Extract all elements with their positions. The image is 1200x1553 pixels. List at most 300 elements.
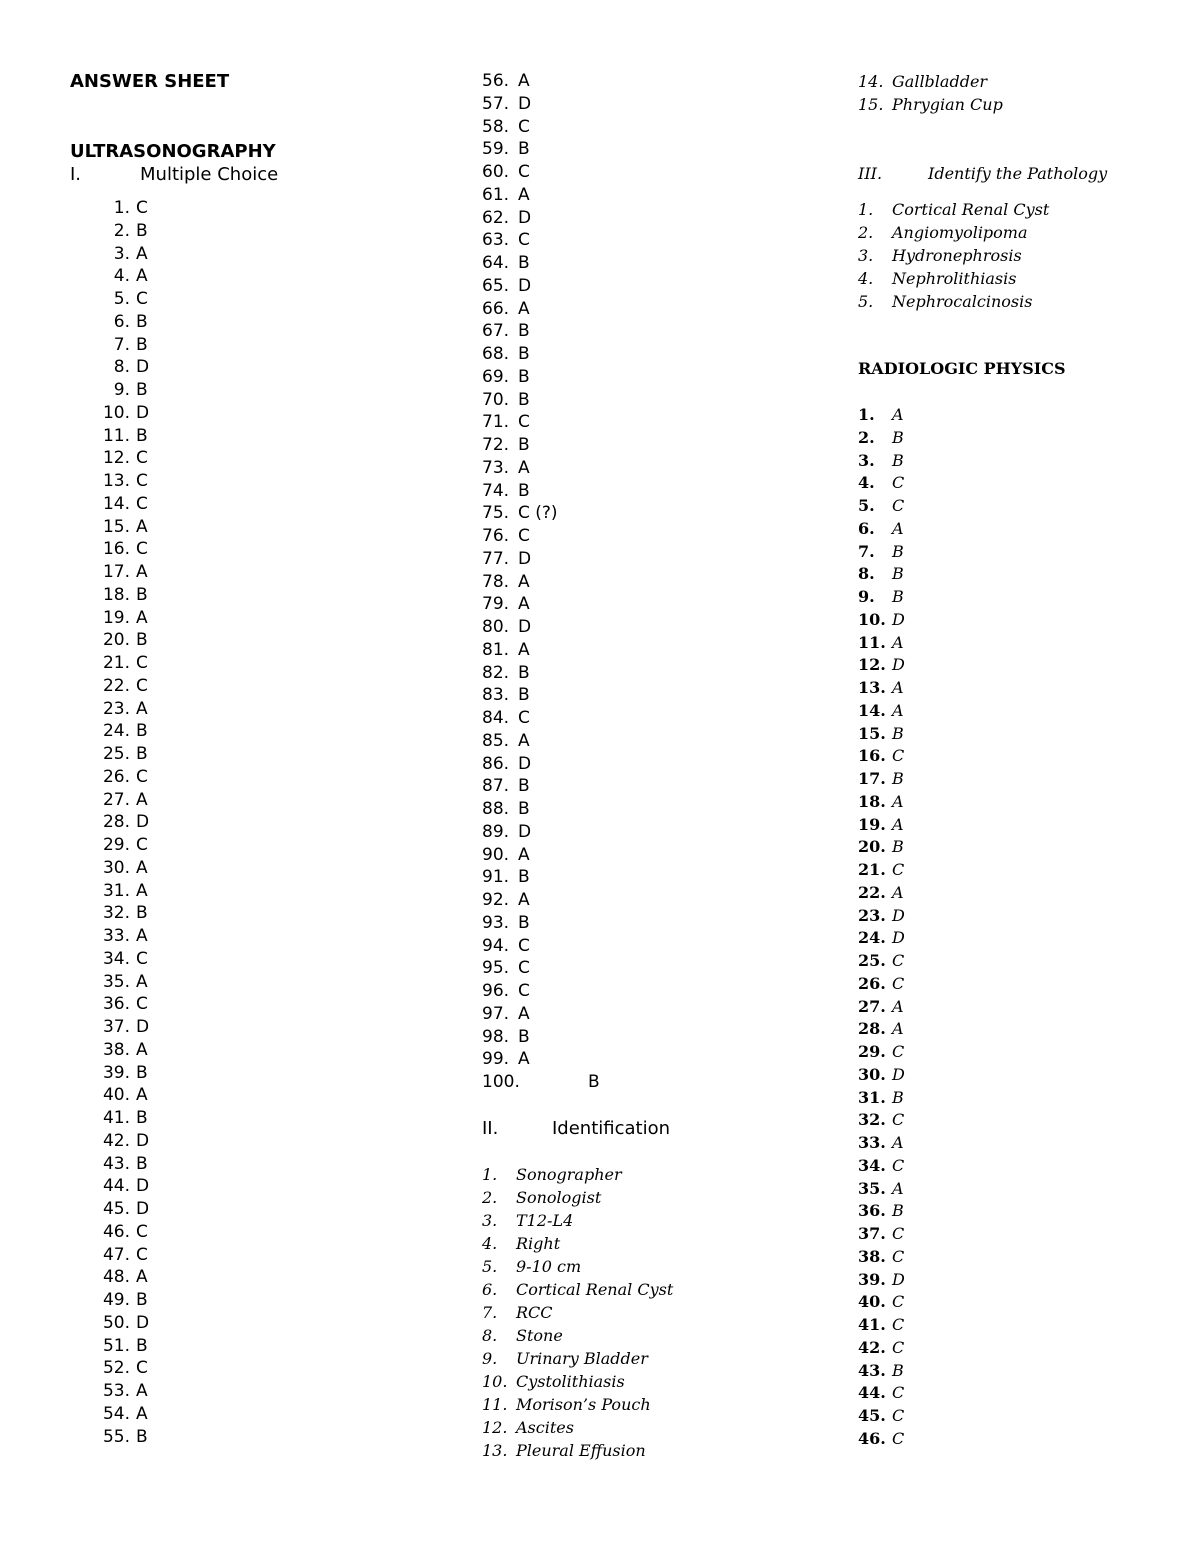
item-answer: A <box>136 562 148 582</box>
mc-answer-row <box>70 698 450 721</box>
physics-answer-row <box>858 768 1178 791</box>
item-answer: A <box>892 1019 904 1039</box>
item-number: 3. <box>482 1210 498 1230</box>
pathology-row <box>858 244 1178 267</box>
item-answer: D <box>518 821 532 842</box>
mc-answer-row <box>70 1175 450 1198</box>
item-answer: B <box>892 1201 904 1221</box>
item-number: 12. <box>482 1417 508 1437</box>
item-number: 51. <box>102 1335 130 1356</box>
physics-answer-row <box>858 1428 1178 1451</box>
item-number: 23. <box>858 905 886 925</box>
item-number: 29. <box>858 1042 886 1061</box>
item-answer: T12-L4 <box>516 1210 574 1230</box>
section-i-heading <box>70 163 450 186</box>
mc-answer-row <box>70 766 450 789</box>
item-number: 98. <box>482 1026 510 1047</box>
item-answer: A <box>136 789 148 810</box>
mc-answer-row <box>70 1062 450 1085</box>
item-number: 5. <box>858 496 875 515</box>
mc-answer-row <box>70 311 450 334</box>
item-answer: C <box>136 1358 148 1379</box>
item-answer: C <box>892 1406 905 1425</box>
item-answer: A <box>136 1403 148 1424</box>
physics-answer-row <box>858 927 1178 950</box>
item-number: 54. <box>102 1403 130 1424</box>
mc-answer-row <box>70 220 450 243</box>
item-number: 42. <box>858 1337 886 1357</box>
item-answer: D <box>892 609 905 629</box>
mc-answer-row <box>482 730 822 753</box>
item-number: 2. <box>858 427 875 447</box>
item-answer: A <box>518 594 530 615</box>
mc-answer-row <box>70 1426 450 1449</box>
item-answer: Nephrocalcinosis <box>892 292 1033 311</box>
item-number: 2. <box>482 1187 498 1207</box>
mc-answer-row <box>482 912 822 935</box>
item-answer: B <box>518 867 530 888</box>
item-number: 12. <box>858 655 886 675</box>
item-number: 30. <box>858 1064 886 1084</box>
item-number: 4. <box>113 266 130 287</box>
item-answer: A <box>518 730 530 751</box>
item-number: 61. <box>482 184 510 205</box>
item-number: 4. <box>858 269 874 288</box>
item-answer: D <box>892 905 905 925</box>
item-number: 11. <box>482 1394 508 1414</box>
physics-answer-row <box>858 1018 1178 1041</box>
item-number: 1. <box>113 198 130 218</box>
item-number: 42. <box>102 1130 130 1151</box>
mc-answer-row <box>70 789 450 812</box>
item-number: 55. <box>102 1426 130 1447</box>
item-number: 17. <box>102 562 130 582</box>
item-answer: D <box>136 1176 150 1197</box>
item-number: 8. <box>482 1325 498 1345</box>
item-number: 43. <box>102 1153 130 1174</box>
item-number: 3. <box>113 243 130 264</box>
physics-answer-row <box>858 1041 1178 1064</box>
item-number: 45. <box>858 1406 886 1425</box>
mc-answer-row <box>70 584 450 607</box>
mc-answer-row <box>70 880 450 903</box>
mc-answer-row <box>482 434 822 457</box>
item-number: 96. <box>482 981 510 1001</box>
physics-answer-row <box>858 1155 1178 1178</box>
physics-answer-row <box>858 1064 1178 1087</box>
item-number: 71. <box>482 412 510 433</box>
item-number: 14. <box>102 493 130 514</box>
item-number: 39. <box>102 1062 130 1083</box>
item-answer: C <box>136 653 148 673</box>
item-number: 68. <box>482 344 510 364</box>
physics-answer-row <box>858 882 1178 905</box>
item-number: 97. <box>482 1003 510 1024</box>
mc-answer-row <box>482 980 822 1003</box>
physics-answer-row <box>858 586 1178 609</box>
item-answer: B <box>136 721 148 742</box>
item-answer: C <box>136 448 148 469</box>
mc-answer-row <box>70 1039 450 1062</box>
mc-answer-row <box>70 1289 450 1312</box>
item-number: 90. <box>482 844 510 865</box>
item-answer: B <box>892 450 904 470</box>
identification-row <box>482 1186 822 1209</box>
mc-answer-row <box>70 561 450 584</box>
item-answer: C <box>892 746 905 766</box>
item-answer: A <box>518 639 530 660</box>
physics-answer-row <box>858 1337 1178 1360</box>
item-number: 10. <box>482 1371 508 1391</box>
item-number: 28. <box>858 1019 886 1039</box>
mc-answer-row <box>70 971 450 994</box>
item-answer: B <box>136 334 148 355</box>
mc-answer-row <box>482 798 822 821</box>
item-number: 46. <box>858 1428 886 1448</box>
mc-answer-row <box>482 1048 822 1071</box>
mc-answer-row <box>70 243 450 266</box>
mc-answer-row <box>70 1130 450 1153</box>
item-answer: A <box>892 1133 904 1152</box>
item-number: 20. <box>102 630 130 651</box>
multiple-choice-list-part1 <box>70 197 450 1448</box>
item-number: 75. <box>482 503 510 524</box>
item-number: 33. <box>858 1133 886 1152</box>
identification-row <box>482 1255 822 1278</box>
identification-row <box>482 1232 822 1255</box>
item-number: 69. <box>482 366 510 387</box>
item-number: 37. <box>858 1224 886 1243</box>
item-number: 8. <box>858 564 875 584</box>
item-number: 40. <box>102 1085 130 1106</box>
identification-row <box>482 1439 822 1462</box>
physics-answer-row <box>858 1382 1178 1405</box>
item-answer: Right <box>516 1233 561 1253</box>
item-answer: A <box>136 243 148 264</box>
identification-row <box>858 70 1178 93</box>
item-answer: B <box>892 723 904 743</box>
mc-answer-row <box>70 811 450 834</box>
mc-answer-row <box>482 93 822 116</box>
mc-answer-row <box>70 1221 450 1244</box>
identification-row <box>482 1347 822 1370</box>
item-number: 1. <box>858 405 875 424</box>
item-answer: A <box>518 571 530 592</box>
item-number: 11. <box>102 425 130 446</box>
item-answer: A <box>518 298 530 319</box>
item-number: 11. <box>858 632 886 652</box>
mc-answer-row <box>482 161 822 184</box>
item-number: 35. <box>102 971 130 992</box>
item-number: 100. <box>482 1072 520 1092</box>
mc-answer-row <box>482 457 822 480</box>
item-answer: A <box>892 882 904 902</box>
identification-list-part2 <box>858 70 1178 116</box>
mc-answer-row <box>70 402 450 425</box>
physics-answer-row <box>858 654 1178 677</box>
mc-answer-row <box>482 343 822 366</box>
item-answer: RCC <box>516 1302 553 1322</box>
item-number: 4. <box>482 1233 498 1253</box>
identification-row <box>858 93 1178 116</box>
item-answer: B <box>136 744 148 764</box>
physics-answer-row <box>858 859 1178 882</box>
item-answer: C <box>892 1315 905 1334</box>
item-answer: C <box>136 835 148 855</box>
item-number: 26. <box>858 973 886 993</box>
item-answer: B <box>518 799 530 819</box>
mc-answer-row <box>482 684 822 707</box>
physics-answer-row <box>858 1405 1178 1428</box>
item-number: 3. <box>858 246 874 265</box>
item-answer: B <box>518 366 530 387</box>
mc-answer-row <box>482 866 822 889</box>
item-number: 83. <box>482 685 510 706</box>
physics-answer-row <box>858 1132 1178 1155</box>
mc-answer-row <box>70 1312 450 1335</box>
item-answer: A <box>518 1049 530 1070</box>
item-answer: D <box>136 357 150 378</box>
item-answer: Cortical Renal Cyst <box>516 1279 674 1299</box>
mc-answer-row <box>70 629 450 652</box>
identification-row <box>482 1393 822 1416</box>
item-number: 35. <box>858 1178 886 1198</box>
item-number: 79. <box>482 594 510 615</box>
item-number: 16. <box>102 539 130 560</box>
item-number: 28. <box>102 812 130 833</box>
item-number: 48. <box>102 1267 130 1288</box>
item-answer: C <box>518 958 530 979</box>
item-answer: Gallbladder <box>892 72 988 91</box>
mc-answer-row <box>70 1084 450 1107</box>
item-answer: B <box>518 776 530 797</box>
mc-answer-row <box>482 411 822 434</box>
item-number: 38. <box>858 1246 886 1266</box>
item-number: 32. <box>858 1110 886 1130</box>
physics-answer-row <box>858 450 1178 473</box>
physics-answer-row <box>858 677 1178 700</box>
sheet-heading: ANSWER SHEET <box>70 71 230 92</box>
physics-answer-row <box>858 609 1178 632</box>
item-number: 85. <box>482 730 510 751</box>
mc-answer-row <box>70 493 450 516</box>
item-answer: C <box>892 951 905 970</box>
item-answer: C <box>136 471 148 491</box>
item-answer: C <box>892 1383 905 1403</box>
mc-answer-row <box>482 593 822 616</box>
item-number: 23. <box>102 698 130 719</box>
pathology-row <box>858 290 1178 313</box>
mc-answer-row <box>70 197 450 220</box>
item-number: 89. <box>482 821 510 842</box>
item-answer: C <box>136 675 148 696</box>
physics-answer-row <box>858 905 1178 928</box>
item-number: 67. <box>482 321 510 342</box>
item-answer: A <box>136 857 148 878</box>
mc-answer-row <box>482 753 822 776</box>
item-answer: C <box>892 1224 905 1243</box>
item-answer: A <box>518 890 530 910</box>
physics-answer-row <box>858 495 1178 518</box>
item-number: 14. <box>858 700 886 720</box>
spacer <box>858 380 1178 404</box>
item-number: 18. <box>858 791 886 811</box>
item-number: 37. <box>102 1017 130 1037</box>
item-number: 13. <box>482 1440 508 1460</box>
item-number: 1. <box>858 200 874 219</box>
column-1 <box>70 70 450 1448</box>
mc-answer-row <box>70 1335 450 1358</box>
item-answer: Cystolithiasis <box>516 1371 625 1391</box>
mc-answer-row <box>482 252 822 275</box>
item-number: 10. <box>102 402 130 423</box>
item-answer: C <box>892 496 905 515</box>
item-answer: Morison’s Pouch <box>516 1394 651 1414</box>
item-answer: C <box>136 766 148 787</box>
pathology-row <box>858 221 1178 244</box>
item-answer: Stone <box>516 1325 563 1345</box>
item-answer: A <box>136 1267 148 1288</box>
mc-answer-row <box>70 1153 450 1176</box>
item-answer: C <box>892 1155 905 1175</box>
item-number: 22. <box>102 675 130 696</box>
ultrasonography-title: ULTRASONOGRAPHY <box>70 141 276 162</box>
item-number: 82. <box>482 662 510 683</box>
section-roman: III. <box>858 164 883 183</box>
mc-answer-row <box>482 662 822 685</box>
mc-answer-row <box>70 1357 450 1380</box>
item-answer: B <box>518 480 530 501</box>
physics-answer-row <box>858 1246 1178 1269</box>
item-number: 50. <box>102 1312 130 1333</box>
physics-answer-row <box>858 745 1178 768</box>
item-answer: C <box>892 1042 905 1061</box>
identification-list-part1 <box>482 1163 822 1462</box>
item-number: 10. <box>858 609 886 629</box>
mc-answer-row <box>70 948 450 971</box>
item-answer: C <box>136 1221 148 1242</box>
item-answer: B <box>136 220 148 241</box>
item-number: 31. <box>858 1087 886 1107</box>
item-number: 34. <box>102 948 130 969</box>
item-answer: B <box>518 662 530 683</box>
identification-row <box>482 1370 822 1393</box>
item-number: 40. <box>858 1292 886 1312</box>
item-answer: D <box>892 655 905 675</box>
item-number: 25. <box>858 951 886 970</box>
item-answer: B <box>518 253 530 273</box>
item-answer: A <box>136 698 148 719</box>
physics-answer-row <box>858 996 1178 1019</box>
item-answer: B <box>136 1426 148 1447</box>
column-2 <box>482 70 822 1462</box>
item-number: 16. <box>858 746 886 766</box>
item-answer: C <box>518 230 530 251</box>
mc-answer-row <box>70 675 450 698</box>
mc-answer-row <box>482 70 822 93</box>
section-iii-heading <box>858 162 1178 185</box>
mc-answer-row <box>70 1198 450 1221</box>
item-number: 21. <box>102 653 130 673</box>
item-answer: B <box>518 1026 530 1047</box>
mc-answer-row <box>482 480 822 503</box>
item-number: 57. <box>482 93 510 114</box>
item-answer: A <box>892 405 904 424</box>
item-answer: Nephrolithiasis <box>892 269 1017 288</box>
item-number: 4. <box>858 473 875 493</box>
item-number: 19. <box>858 814 886 834</box>
mc-answer-row <box>482 275 822 298</box>
item-number: 45. <box>102 1199 130 1219</box>
item-number: 34. <box>858 1155 886 1175</box>
item-number: 87. <box>482 776 510 797</box>
item-number: 43. <box>858 1360 886 1380</box>
item-number: 33. <box>102 926 130 946</box>
mc-answer-row <box>70 470 450 493</box>
item-number: 21. <box>858 860 886 879</box>
item-answer: A <box>136 1085 148 1106</box>
physics-answer-row <box>858 1178 1178 1201</box>
spacer <box>858 116 1178 162</box>
item-answer: Hydronephrosis <box>892 246 1022 265</box>
item-number: 47. <box>102 1244 130 1265</box>
mc-answer-row <box>70 925 450 948</box>
identification-row <box>482 1301 822 1324</box>
section-label: Identify the Pathology <box>928 164 1108 183</box>
item-answer: B <box>892 1360 904 1380</box>
item-number: 41. <box>858 1315 886 1334</box>
mc-answer-row <box>482 1003 822 1026</box>
item-answer: B <box>892 541 904 561</box>
section-roman: I. <box>70 164 82 185</box>
item-number: 15. <box>102 516 130 537</box>
mc-answer-row <box>70 265 450 288</box>
item-answer: C <box>892 1337 905 1357</box>
item-answer: Urinary Bladder <box>516 1348 648 1368</box>
mc-answer-row <box>70 857 450 880</box>
item-number: 58. <box>482 116 510 137</box>
item-number: 32. <box>102 903 130 924</box>
item-number: 52. <box>102 1358 130 1379</box>
item-number: 2. <box>858 223 874 242</box>
pathology-row <box>858 267 1178 290</box>
item-answer: D <box>136 812 150 833</box>
item-number: 6. <box>482 1279 498 1299</box>
mc-answer-row <box>482 366 822 389</box>
multiple-choice-list-part2 <box>482 70 822 1094</box>
pathology-row <box>858 198 1178 221</box>
item-answer: A <box>136 880 148 901</box>
item-answer: B <box>136 903 148 924</box>
mc-answer-row <box>482 116 822 139</box>
spacer <box>70 186 450 197</box>
mc-answer-row <box>482 935 822 958</box>
item-answer: Ascites <box>516 1417 574 1437</box>
item-answer: C <box>518 708 530 728</box>
item-answer: C <box>892 1292 905 1312</box>
item-answer: B <box>136 1062 148 1083</box>
item-number: 73. <box>482 457 510 478</box>
item-number: 20. <box>858 837 886 857</box>
mc-answer-row <box>482 707 822 730</box>
spacer <box>482 1094 822 1117</box>
identification-row <box>482 1163 822 1186</box>
mc-answer-row <box>482 616 822 639</box>
item-number: 99. <box>482 1049 510 1070</box>
item-answer: D <box>892 1064 905 1084</box>
column-3 <box>858 70 1178 1451</box>
item-answer: A <box>892 518 904 538</box>
